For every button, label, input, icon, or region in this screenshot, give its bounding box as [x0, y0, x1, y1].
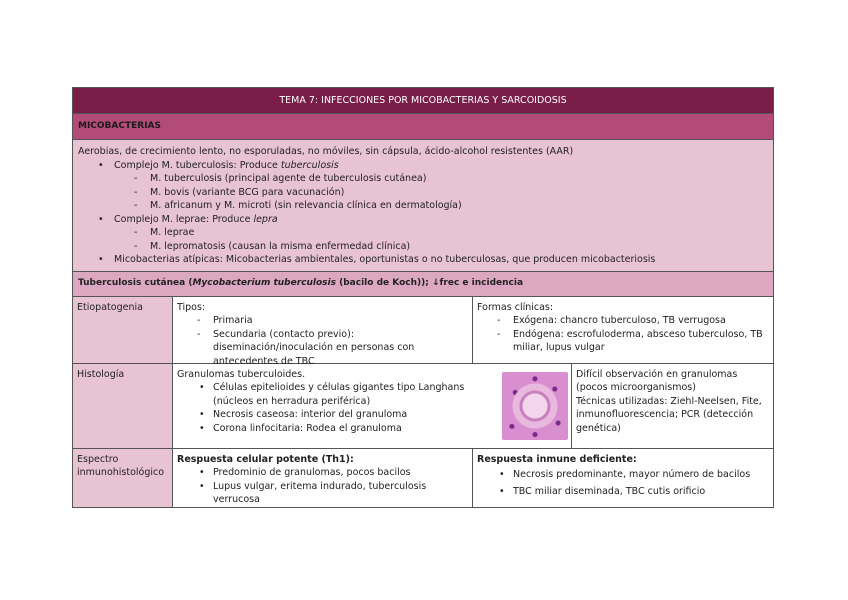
histologia-list: [177, 381, 495, 435]
etiopatogenia-row: [73, 297, 773, 367]
list-item: - Endógena: escrofuloderma, absceso tuberculoso, TB miliar, lupus vulgar: [477, 328, 769, 355]
etiopatogenia-label: Etiopatogenia: [73, 297, 173, 363]
espectro-row: [73, 449, 773, 507]
list-item: • Células epitelioides y células gigantes tipo Langhans (núcleos en herradura periférica): [177, 381, 495, 408]
list-item: • Corona linfocitaria: Rodea el granuloma: [177, 422, 495, 436]
list-item: • Predominio de granulomas, pocos bacilos: [177, 466, 468, 480]
subhead-suffix: (bacilo de Koch)); ↓frec e incidencia: [335, 277, 524, 288]
intro-line: Aerobias, de crecimiento lento, no esporuladas, no móviles, sin cápsula, ácido-alcohol resistentes (AAR): [78, 146, 574, 157]
espectro-left-list: [177, 466, 468, 507]
list-item: - M. tuberculosis (principal agente de tuberculosis cutánea): [78, 172, 768, 186]
list-item: • Necrosis caseosa: interior del granuloma: [177, 408, 495, 422]
espectro-left: [173, 449, 473, 507]
subhead-em: Mycobacterium tuberculosis: [192, 277, 336, 288]
list-item: • TBC miliar diseminada, TBC cutis orificio: [477, 485, 769, 499]
list-item: - M. bovis (variante BCG para vacunación): [78, 186, 768, 200]
list-item: - Secundaria (contacto previo): diseminación/inoculación en personas con antecedentes de TBC: [177, 328, 468, 369]
section-header: [73, 114, 773, 140]
tipos-list: [177, 314, 468, 368]
histologia-title: Granulomas tuberculoides.: [177, 368, 306, 380]
list-item: - Primaria: [177, 314, 468, 328]
granuloma-micrograph-image: [502, 372, 568, 440]
atypical-list: [78, 253, 768, 267]
list-item: • Lupus vulgar, eritema indurado, tuberculosis verrucosa: [177, 480, 468, 507]
list-item: - M. leprae: [78, 226, 768, 240]
atypical-item: • Micobacterias atípicas: Micobacterias ambientales, oportunistas o no tuberculosas, que producen micobacteriosis: [78, 253, 768, 267]
list-item: - Exógena: chancro tuberculoso, TB verrugosa: [477, 314, 769, 328]
histologia-label: Histología: [73, 364, 173, 448]
histologia-row: [73, 364, 773, 449]
histologia-right: Difícil observación en granulomas (pocos microorganismos) Técnicas utilizadas: Ziehl-Neelsen, Fite, inmunofluorescencia; PCR (detección genética): [572, 364, 773, 448]
table-title: [73, 88, 773, 114]
complex1-list: [78, 159, 768, 173]
tipos-cell: [173, 297, 473, 367]
formas-list: [477, 314, 769, 355]
document-table: [72, 87, 774, 508]
section-text: MICOBACTERIAS: [78, 120, 162, 131]
espectro-right: [473, 449, 773, 507]
histologia-main: [173, 364, 499, 448]
complex2-text: Complejo M. leprae: Produce: [114, 213, 254, 225]
list-item: • Necrosis predominante, mayor número de bacilos: [477, 468, 769, 482]
complex2-item: [78, 213, 768, 227]
espectro-right-title: Respuesta inmune deficiente:: [477, 453, 637, 465]
complex1-text: Complejo M. tuberculosis: Produce: [114, 159, 281, 171]
histology-image-cell: [499, 364, 572, 448]
subhead-text: [78, 277, 523, 291]
list-item: - M. lepromatosis (causan la misma enfermedad clínica): [78, 240, 768, 254]
tb-cutanea-header: [73, 272, 773, 297]
formas-title: Formas clínicas:: [477, 301, 554, 313]
tipos-title: Tipos:: [177, 301, 206, 313]
subhead-prefix: Tuberculosis cutánea (: [78, 277, 193, 288]
espectro-label: Espectro inmunohistológico: [73, 449, 173, 507]
espectro-left-title: Respuesta celular potente (Th1):: [177, 453, 354, 465]
intro-block: [73, 140, 773, 272]
list-item: - M. africanum y M. microti (sin relevancia clínica en dermatología): [78, 199, 768, 213]
complex1-sublist: [78, 172, 768, 213]
title-text: TEMA 7: INFECCIONES POR MICOBACTERIAS Y SARCOIDOSIS: [279, 94, 567, 106]
formas-cell: [473, 297, 773, 363]
complex2-list: [78, 213, 768, 227]
complex1-item: [78, 159, 768, 173]
complex2-sublist: [78, 226, 768, 253]
complex1-em: tuberculosis: [280, 159, 339, 171]
espectro-right-list: [477, 468, 769, 498]
complex2-em: lepra: [253, 213, 278, 225]
